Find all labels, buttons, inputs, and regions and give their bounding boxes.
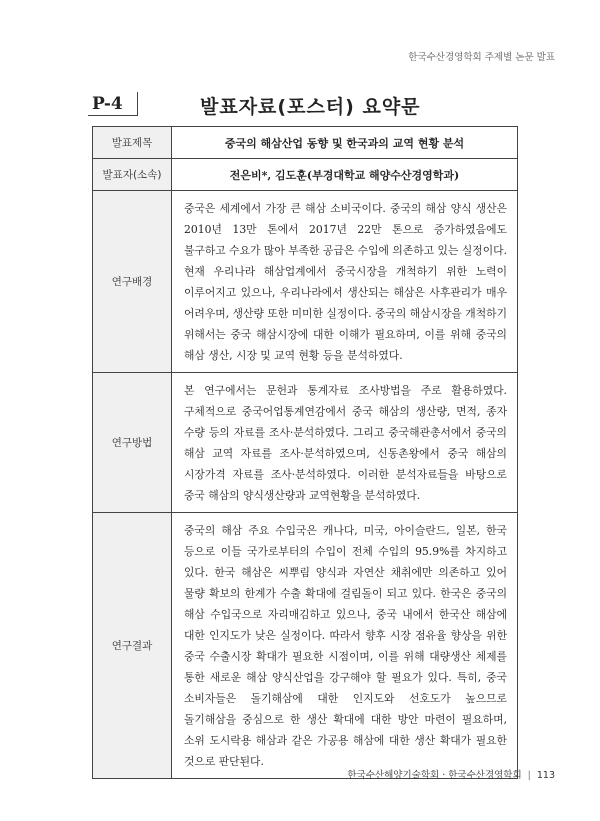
table-row xyxy=(93,373,518,513)
background-label: 연구배경 xyxy=(93,191,172,373)
background-text: 중국은 세계에서 가장 큰 해삼 소비국이다. 중국의 해삼 양식 생산은 2010년 13만 톤에서 2017년 22만 톤으로 증가하였음에도 불구하고 수요가 많아 부족한 공급은 수입에 의존하고 있는 실정이다. 현재 우리나라 해삼업계에서 중국시장을 개척하기 위한 노력이 이루어지고 있으나, 우리나라에서 생산되는 해삼은 사후관리가 매우 어려우며, 생산량 또한 미미한 실정이다. 중국의 해삼시장을 개척하기 위해서는 중국 해삼시장에 대한 이해가 필요하며, 이를 위해 중국의 해삼 생산, 시장 및 교역 현황 등을 분석하였다. xyxy=(172,191,518,373)
title-value: 중국의 해삼산업 동향 및 한국과의 교역 현황 분석 xyxy=(172,127,518,159)
author-label: 발표자(소속) xyxy=(93,159,172,191)
page-title: 발표자료(포스터) 요약문 xyxy=(200,96,421,118)
footer-societies: 한국수산해양기술학회 · 한국수산경영학회 xyxy=(347,770,522,781)
table-row xyxy=(93,127,518,159)
title-row xyxy=(88,92,516,120)
summary-table xyxy=(92,126,518,779)
page-number: 113 xyxy=(536,770,555,781)
running-header: 한국수산경영학회 주제별 논문 발표 xyxy=(408,52,555,63)
table-row xyxy=(93,191,518,373)
author-value: 전은비*, 김도훈(부경대학교 해양수산경영학과) xyxy=(172,159,518,191)
method-text: 본 연구에서는 문헌과 통계자료 조사방법을 주로 활용하였다. 구체적으로 중국어업통계연감에서 중국 해삼의 생산량, 면적, 종자 수량 등의 자료를 조사·분석하였다. 그리고 중국해관총서에서 중국의 해삼 교역 자료를 조사·분석하였으며, 신동촌왕에서 중국 해삼의 시장가격 자료를 조사·분석하였다. 이러한 분석자료들을 바탕으로 중국 해삼의 양식생산량과 교역현황을 분석하였다. xyxy=(172,373,518,513)
footer-separator: | xyxy=(527,770,531,781)
result-label: 연구결과 xyxy=(93,513,172,779)
table-row xyxy=(93,513,518,779)
poster-code: P-4 xyxy=(88,92,138,116)
page-footer xyxy=(347,767,555,781)
result-text: 중국의 해삼 주요 수입국은 캐나다, 미국, 아이슬란드, 일본, 한국 등으로 이들 국가로부터의 수입이 전체 수입의 95.9%를 차지하고 있다. 한국 해삼은 씨뿌림 양식과 자연산 채취에만 의존하고 있어 물량 확보의 한계가 수출 확대에 걸림돌이 되고 있다. 한국은 중국의 해삼 수입국으로 자리매김하고 있으나, 중국 내에서 한국산 해삼에 대한 인지도가 낮은 실정이다. 따라서 향후 시장 점유율 향상을 위한 중국 수출시장 확대가 필요한 시점이며, 이를 위해 대량생산 체제를 통한 새로운 해삼 양식산업을 강구해야 할 필요가 있다. 특히, 중국 소비자들은 돌기해삼에 대한 인지도와 선호도가 높으므로 돌기해삼을 중심으로 한 생산 확대에 대한 방안 마련이 필요하며, 소위 도시락용 해삼과 같은 가공용 해삼에 대한 생산 확대가 필요한 것으로 판단된다. xyxy=(172,513,518,779)
title-label: 발표제목 xyxy=(93,127,172,159)
method-label: 연구방법 xyxy=(93,373,172,513)
table-row xyxy=(93,159,518,191)
